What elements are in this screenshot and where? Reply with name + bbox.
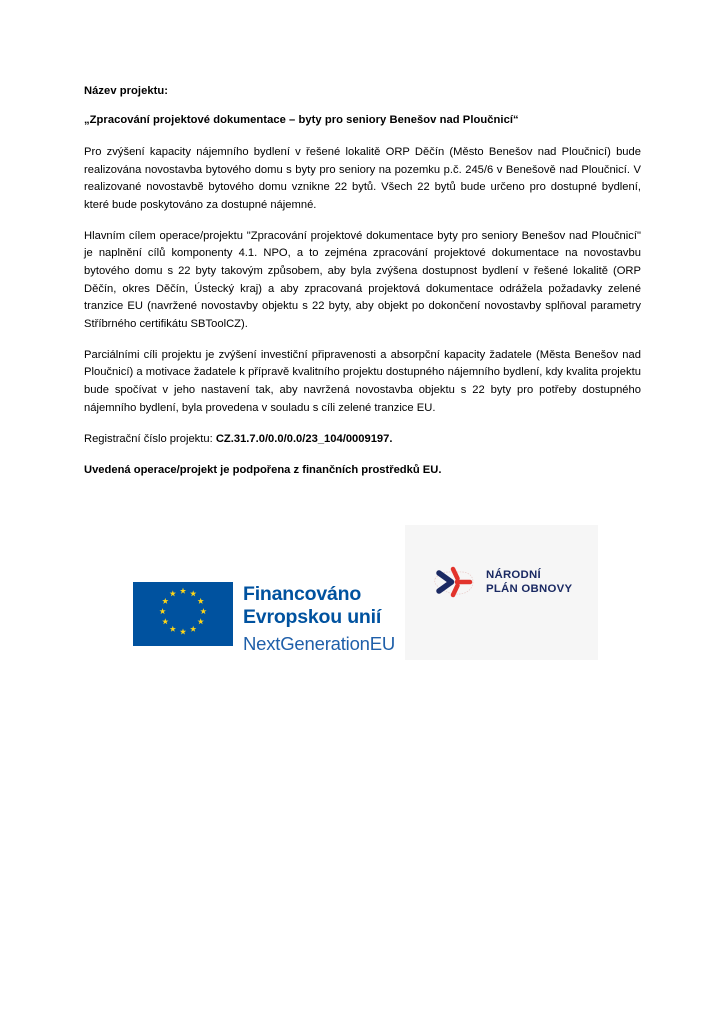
npo-wordmark (486, 568, 572, 597)
document-body (84, 84, 641, 480)
eu-stars-circle (133, 582, 233, 646)
logo-band (0, 525, 725, 660)
registration-label: Registrační číslo projektu: (84, 432, 216, 445)
registration-line (84, 431, 641, 449)
npo-logo-container (405, 525, 598, 660)
npo-wordmark-line-1: NÁRODNÍ (486, 568, 541, 581)
registration-number: CZ.31.7.0/0.0/0.0/23_104/0009197. (215, 432, 393, 445)
npo-mark-icon (429, 562, 479, 602)
eu-wordmark-line-3: NextGenerationEU (243, 633, 396, 655)
eu-wordmark-line-1: Financováno (243, 583, 362, 605)
eu-support-statement: Uvedená operace/projekt je podpořena z finančních prostředků EU. (84, 464, 442, 477)
npo-wordmark-line-2: PLÁN OBNOVY (486, 583, 573, 595)
eu-wordmark-line-2: Evropskou unií (243, 606, 382, 629)
project-name-label: Název projektu: (84, 85, 169, 97)
eu-wordmark (243, 582, 395, 656)
narodni-plan-obnovy-logo (429, 562, 572, 602)
eu-flag-icon (133, 582, 233, 646)
paragraph-partial-goals: Parciálními cíli projektu je zvýšení investiční připravenosti a absorpční kapacity žadatele (Města Benešov nad Ploučnicí) a motivace žadatele k přípravě kvalitního projektu dostupného nájemního bydlení, kdy kvalita projektu bude spočívat v jeho nastavení tak, aby navržená novostavba objektu s 22 byty pro potřeby dostupného nájemního bydlení, byla provedena v souladu s cíli zelené tranzice EU. (84, 348, 641, 414)
paragraph-project-description: Pro zvýšení kapacity nájemního bydlení v řešené lokalitě ORP Děčín (Město Benešov nad Ploučnicí) bude realizována novostavba bytového domu s byty pro seniory na pozemku p.č. 245/6 v Benešově nad Ploučnicí. V realizované novostavbě bytového domu vznikne 22 bytů. Všech 22 bytů bude určeno pro dostupné bydlení, které bude poskytováno za dostupné nájemné. (84, 145, 641, 211)
eu-funding-logo (133, 582, 395, 656)
paragraph-main-goal: Hlavním cílem operace/projektu "Zpracování projektové dokumentace byty pro seniory Benešov nad Ploučnicí" je naplnění cílů komponenty 4.1. NPO, a to zejména zpracování projektové dokumentace na novostavbu bytového domu s 22 byty takovým způsobem, aby byla zvýšena dostupnost bydlení v řešené lokalitě (ORP Děčín, okres Děčín, Ústecký kraj) a aby zpracovaná projektová dokumentace odrážela požadavky zelené tranzice EU (navržené novostavby objektu s 22 byty, aby objekt po dokončení novostavby splňoval parametry Stříbrného certifikátu SBToolCZ). (84, 229, 641, 331)
project-title: „Zpracování projektové dokumentace – byty pro seniory Benešov nad Ploučnicí“ (84, 114, 519, 127)
